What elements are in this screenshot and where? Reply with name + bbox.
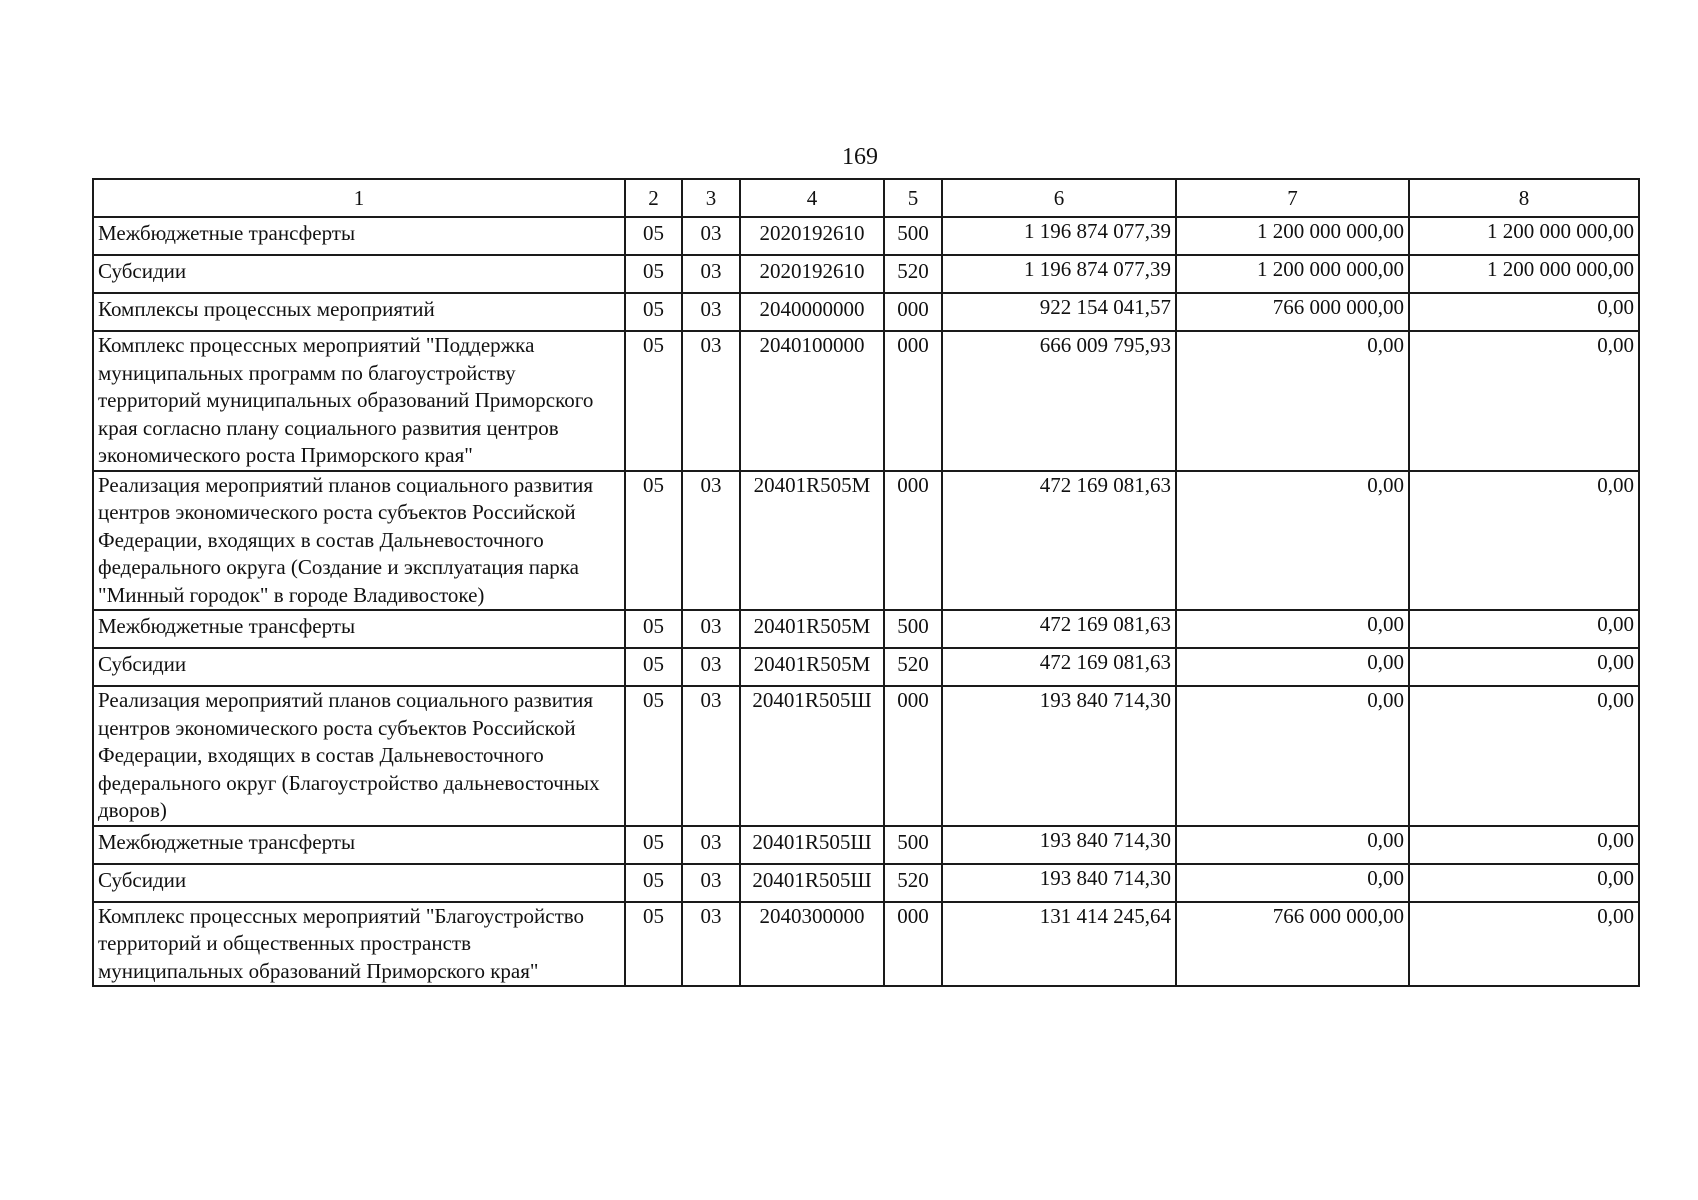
row-name: Субсидии: [93, 255, 625, 293]
section-code: 05: [625, 610, 682, 648]
expense-type-code: 000: [884, 902, 942, 987]
row-name: Комплекс процессных мероприятий "Поддержка муниципальных программ по благоустройству территорий муниципальных образований Приморского края согласно плану социального развития центров экономического роста Приморского края": [93, 331, 625, 471]
row-name: Комплексы процессных мероприятий: [93, 293, 625, 331]
table-row: [93, 864, 1639, 902]
row-name: Межбюджетные трансферты: [93, 826, 625, 864]
amount-col-8: 0,00: [1409, 648, 1639, 686]
expense-type-code: 500: [884, 826, 942, 864]
table-row: [93, 331, 1639, 471]
budget-table: [92, 178, 1640, 987]
table-row: [93, 686, 1639, 826]
target-article-code: 2040000000: [740, 293, 884, 331]
target-article-code: 2020192610: [740, 255, 884, 293]
amount-col-8: 0,00: [1409, 686, 1639, 826]
amount-col-7: 0,00: [1176, 686, 1409, 826]
expense-type-code: 520: [884, 255, 942, 293]
section-code: 05: [625, 648, 682, 686]
target-article-code: 20401R505Ш: [740, 686, 884, 826]
amount-col-6: 472 169 081,63: [942, 648, 1176, 686]
expense-type-code: 000: [884, 471, 942, 611]
expense-type-code: 500: [884, 217, 942, 255]
table-row: [93, 255, 1639, 293]
table-row: [93, 293, 1639, 331]
subsection-code: 03: [682, 610, 740, 648]
subsection-code: 03: [682, 331, 740, 471]
amount-col-8: 1 200 000 000,00: [1409, 255, 1639, 293]
target-article-code: 20401R505Ш: [740, 826, 884, 864]
row-name: Субсидии: [93, 648, 625, 686]
subsection-code: 03: [682, 255, 740, 293]
amount-col-8: 0,00: [1409, 471, 1639, 611]
section-code: 05: [625, 331, 682, 471]
subsection-code: 03: [682, 293, 740, 331]
expense-type-code: 520: [884, 864, 942, 902]
expense-type-code: 000: [884, 686, 942, 826]
amount-col-8: 0,00: [1409, 331, 1639, 471]
subsection-code: 03: [682, 902, 740, 987]
expense-type-code: 000: [884, 293, 942, 331]
target-article-code: 20401R505Ш: [740, 864, 884, 902]
column-header: 4: [740, 179, 884, 217]
section-code: 05: [625, 902, 682, 987]
target-article-code: 2040100000: [740, 331, 884, 471]
amount-col-8: 0,00: [1409, 293, 1639, 331]
section-code: 05: [625, 293, 682, 331]
row-name: Межбюджетные трансферты: [93, 610, 625, 648]
amount-col-7: 1 200 000 000,00: [1176, 217, 1409, 255]
row-name: Комплекс процессных мероприятий "Благоустройство территорий и общественных пространств муниципальных образований Приморского края": [93, 902, 625, 987]
amount-col-7: 1 200 000 000,00: [1176, 255, 1409, 293]
amount-col-6: 666 009 795,93: [942, 331, 1176, 471]
column-header: 7: [1176, 179, 1409, 217]
table-row: [93, 902, 1639, 987]
column-header: 3: [682, 179, 740, 217]
column-header: 1: [93, 179, 625, 217]
section-code: 05: [625, 864, 682, 902]
expense-type-code: 500: [884, 610, 942, 648]
target-article-code: 2020192610: [740, 217, 884, 255]
column-header: 6: [942, 179, 1176, 217]
section-code: 05: [625, 471, 682, 611]
target-article-code: 20401R505M: [740, 471, 884, 611]
amount-col-7: 0,00: [1176, 610, 1409, 648]
amount-col-6: 1 196 874 077,39: [942, 217, 1176, 255]
table-row: [93, 648, 1639, 686]
column-header: 2: [625, 179, 682, 217]
subsection-code: 03: [682, 217, 740, 255]
section-code: 05: [625, 686, 682, 826]
amount-col-7: 0,00: [1176, 826, 1409, 864]
amount-col-6: 193 840 714,30: [942, 686, 1176, 826]
amount-col-8: 0,00: [1409, 610, 1639, 648]
expense-type-code: 000: [884, 331, 942, 471]
subsection-code: 03: [682, 864, 740, 902]
amount-col-7: 0,00: [1176, 648, 1409, 686]
amount-col-8: 1 200 000 000,00: [1409, 217, 1639, 255]
amount-col-6: 1 196 874 077,39: [942, 255, 1176, 293]
amount-col-6: 193 840 714,30: [942, 864, 1176, 902]
amount-col-6: 922 154 041,57: [942, 293, 1176, 331]
amount-col-7: 0,00: [1176, 331, 1409, 471]
target-article-code: 2040300000: [740, 902, 884, 987]
row-name: Реализация мероприятий планов социального развития центров экономического роста субъектов Российской Федерации, входящих в состав Дальневосточного федерального округа (Создание и эксплуатация парка "Минный городок" в городе Владивостоке): [93, 471, 625, 611]
target-article-code: 20401R505M: [740, 648, 884, 686]
amount-col-6: 472 169 081,63: [942, 471, 1176, 611]
row-name: Межбюджетные трансферты: [93, 217, 625, 255]
section-code: 05: [625, 217, 682, 255]
subsection-code: 03: [682, 826, 740, 864]
amount-col-7: 766 000 000,00: [1176, 902, 1409, 987]
amount-col-7: 0,00: [1176, 471, 1409, 611]
row-name: Субсидии: [93, 864, 625, 902]
target-article-code: 20401R505M: [740, 610, 884, 648]
table-row: [93, 217, 1639, 255]
table-row: [93, 471, 1639, 611]
amount-col-7: 0,00: [1176, 864, 1409, 902]
amount-col-8: 0,00: [1409, 902, 1639, 987]
amount-col-7: 766 000 000,00: [1176, 293, 1409, 331]
subsection-code: 03: [682, 471, 740, 611]
amount-col-6: 131 414 245,64: [942, 902, 1176, 987]
amount-col-8: 0,00: [1409, 826, 1639, 864]
row-name: Реализация мероприятий планов социального развития центров экономического роста субъектов Российской Федерации, входящих в состав Дальневосточного федерального округ (Благоустройство дальневосточных дворов): [93, 686, 625, 826]
subsection-code: 03: [682, 648, 740, 686]
amount-col-8: 0,00: [1409, 864, 1639, 902]
section-code: 05: [625, 255, 682, 293]
subsection-code: 03: [682, 686, 740, 826]
amount-col-6: 472 169 081,63: [942, 610, 1176, 648]
amount-col-6: 193 840 714,30: [942, 826, 1176, 864]
column-header: 8: [1409, 179, 1639, 217]
page-number: 169: [842, 144, 878, 170]
table-row: [93, 610, 1639, 648]
column-header: 5: [884, 179, 942, 217]
section-code: 05: [625, 826, 682, 864]
expense-type-code: 520: [884, 648, 942, 686]
table-header-row: [93, 179, 1639, 217]
table-row: [93, 826, 1639, 864]
